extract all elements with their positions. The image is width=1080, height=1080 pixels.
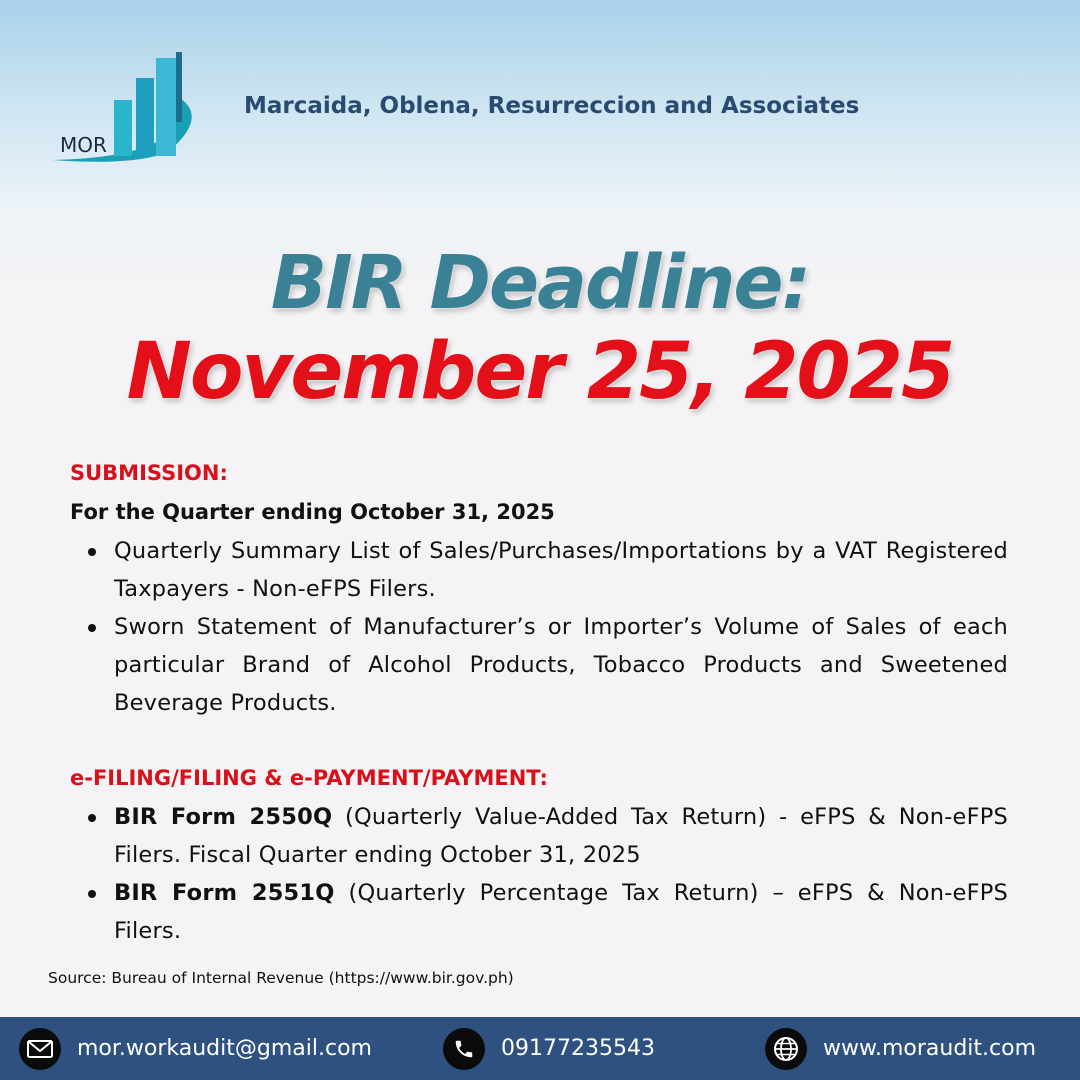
submission-list [78, 532, 1008, 722]
globe-icon [765, 1028, 807, 1070]
logo-text: MOR [60, 133, 107, 157]
footer-website[interactable] [765, 1017, 1036, 1080]
form-description: (Quarterly Percentage Tax Return) – eFPS & Non-eFPS Filers. [114, 880, 1008, 944]
contact-footer [0, 1017, 1080, 1080]
list-item: Sworn Statement of Manufacturer’s or Importer’s Volume of Sales of each particular Brand of Alcohol Products, Tobacco Products and Sweetened Beverage Products. [78, 608, 1008, 722]
quarter-heading: For the Quarter ending October 31, 2025 [70, 500, 555, 524]
form-name: BIR Form 2551Q [114, 880, 335, 906]
list-item [78, 798, 1008, 874]
deadline-date: November 25, 2025 [126, 327, 954, 417]
source-note: Source: Bureau of Internal Revenue (https://www.bir.gov.ph) [48, 969, 514, 987]
form-name: BIR Form 2550Q [114, 804, 333, 830]
phone-icon [443, 1028, 485, 1070]
email-link[interactable]: mor.workaudit@gmail.com [77, 1036, 372, 1061]
list-item: Quarterly Summary List of Sales/Purchases/Importations by a VAT Registered Taxpayers - Non-eFPS Filers. [78, 532, 1008, 608]
company-logo [50, 50, 210, 165]
website-link[interactable]: www.moraudit.com [823, 1036, 1036, 1061]
footer-phone[interactable] [443, 1017, 655, 1080]
efiling-label: e-FILING/FILING & e-PAYMENT/PAYMENT: [70, 766, 548, 790]
headline-title: BIR Deadline: [270, 240, 810, 326]
footer-email[interactable] [19, 1017, 372, 1080]
envelope-icon [19, 1028, 61, 1070]
list-item [78, 874, 1008, 950]
form-description: (Quarterly Value-Added Tax Return) - eFPS & Non-eFPS Filers. Fiscal Quarter ending October 31, 2025 [114, 804, 1008, 868]
firm-name: Marcaida, Oblena, Resurreccion and Associates [244, 93, 860, 119]
submission-label: SUBMISSION: [70, 461, 228, 485]
phone-number[interactable]: 09177235543 [501, 1036, 655, 1061]
efiling-list [78, 798, 1008, 950]
